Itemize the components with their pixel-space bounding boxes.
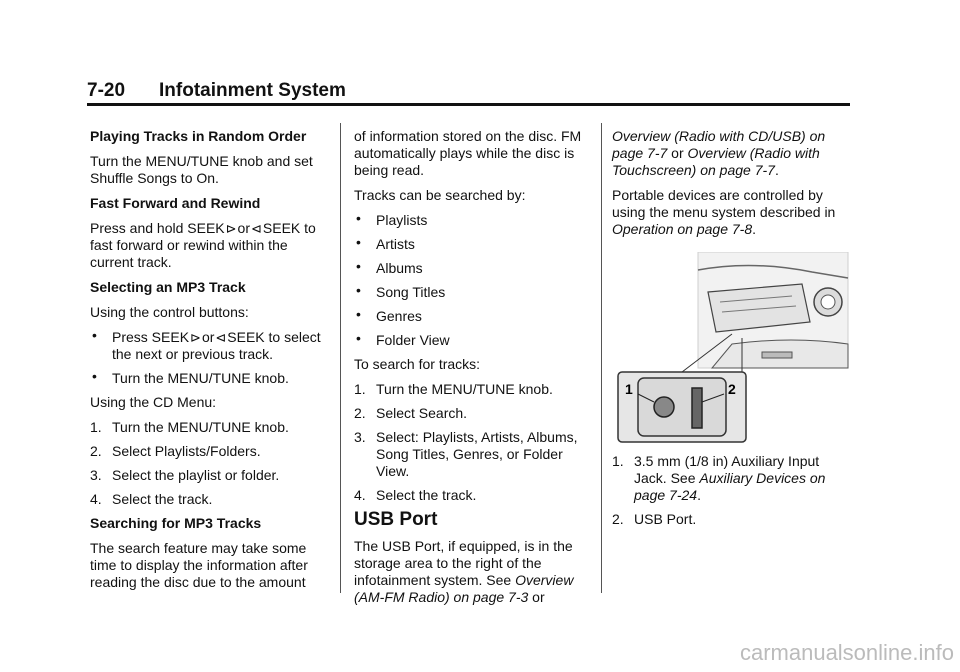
callout-1: 1 [625,381,633,397]
list-item: • Folder View [354,332,590,349]
cross-reference-link[interactable]: Auxiliary Devices on page 7-24 [634,470,826,503]
paragraph: Using the control buttons: [90,304,249,320]
aux-jack-icon [654,397,674,417]
list-item: 4. Select the track. [354,487,477,503]
list-item: 1. Turn the MENU/TUNE knob. [90,419,289,435]
list-item: 4. Select the track. [90,491,213,507]
callout-2: 2 [728,381,736,397]
list-item: • Albums [354,260,590,277]
seek-forward-icon: ⊳ [190,330,201,345]
seek-back-icon: ⊲ [215,330,227,345]
paragraph: Using the CD Menu: [90,394,217,410]
paragraph: Tracks can be searched by: [354,187,526,203]
paragraph: To search for tracks: [354,356,481,372]
paragraph: of information stored on the disc. FM automatically plays while the disc is being read. [354,128,582,178]
text: Press SEEK [112,329,190,345]
list-item: 1. 3.5 mm (1/8 in) Auxiliary Input Jack. See Auxiliary Devices on page 7-24. [612,453,826,503]
column-divider [340,123,341,593]
text: Turn the MENU/TUNE knob. [112,419,289,435]
paragraph [612,128,852,179]
text: . [697,487,701,503]
text: The USB Port, if equipped, is in the storage area to the right of the infotainment system. See [354,538,573,588]
heading-mp3: Selecting an MP3 Track [90,279,246,295]
cross-reference-link[interactable]: Overview (Radio with Touchscreen) on page 7-7 [612,145,820,178]
text: or [528,589,545,605]
text: Select: Playlists, Artists, Albums, Song Titles, Genres, or Folder View. [376,429,578,479]
text: . [752,221,756,237]
list-item: • Artists [354,236,590,253]
text: Press and hold SEEK [90,220,225,236]
paragraph [90,220,330,271]
text: 3.5 mm (1/8 in) Auxiliary Input Jack. See [634,453,820,486]
column-1 [90,128,330,599]
usb-port-illustration [612,252,852,447]
text: . [774,162,779,178]
text: Select Search. [376,405,468,421]
seek-back-icon: ⊲ [251,221,262,236]
paragraph: Turn the MENU/TUNE knob and set Shuffle Songs to On. [90,153,313,186]
list-item: • Genres [354,308,590,325]
list-item: 2. USB Port. [612,511,697,527]
header-rule [87,103,850,106]
console-drawing [612,252,852,447]
text: Select the track. [376,487,477,503]
list-item: 1. Turn the MENU/TUNE knob. [354,381,553,397]
text: to fast forward or rewind within the current track. [90,220,316,270]
heading-usb-port: USB Port [354,509,438,530]
list-item: 3. Select: Playlists, Artists, Albums, Song Titles, Genres, or Folder View. [354,429,578,479]
paragraph: The search feature may take some time to display the information after reading the disc due to the amount [90,540,308,590]
watermark: carmanualsonline.info [739,640,954,665]
text: SEEK to select the next or previous track. [112,329,321,362]
list-item: • Song Titles [354,284,590,301]
column-divider [601,123,602,593]
paragraph [354,538,590,606]
inset-panel [638,378,726,436]
list-item: 2. Select Search. [354,405,468,421]
vent-center [821,295,835,309]
text: Select Playlists/Folders. [112,443,261,459]
text: Portable devices are controlled by using the menu system described in [612,187,836,220]
list-item [90,329,330,363]
page-number: 7-20 [87,80,126,101]
cross-reference-link[interactable]: Operation on page 7-8 [612,221,753,237]
text: or [667,145,688,161]
list-item: • Playlists [354,212,590,229]
section-title: Infotainment System [159,80,346,101]
column-3 [612,128,852,535]
text: or [201,329,215,345]
heading-ff: Fast Forward and Rewind [90,195,261,211]
usb-port-icon [692,388,702,428]
seek-forward-icon: ⊳ [225,221,237,236]
heading-search: Searching for MP3 Tracks [90,515,262,531]
text: Select the track. [112,491,213,507]
text: Select the playlist or folder. [112,467,280,483]
list-item: 3. Select the playlist or folder. [90,467,280,483]
cross-reference-link[interactable]: Overview (AM-FM Radio) on page 7-3 [354,572,574,605]
list-item: 2. Select Playlists/Folders. [90,443,261,459]
paragraph [612,187,852,238]
cross-reference-link[interactable]: Overview (Radio with CD/USB) on page 7-7 [612,128,826,161]
text: or [237,220,250,236]
text: USB Port. [634,511,697,527]
handle [762,352,792,358]
column-2 [354,128,590,614]
list-item: • Turn the MENU/TUNE knob. [90,370,330,387]
text: Turn the MENU/TUNE knob. [376,381,553,397]
heading-random: Playing Tracks in Random Order [90,128,307,144]
text: SEEK [262,220,301,236]
page-header [87,80,850,104]
